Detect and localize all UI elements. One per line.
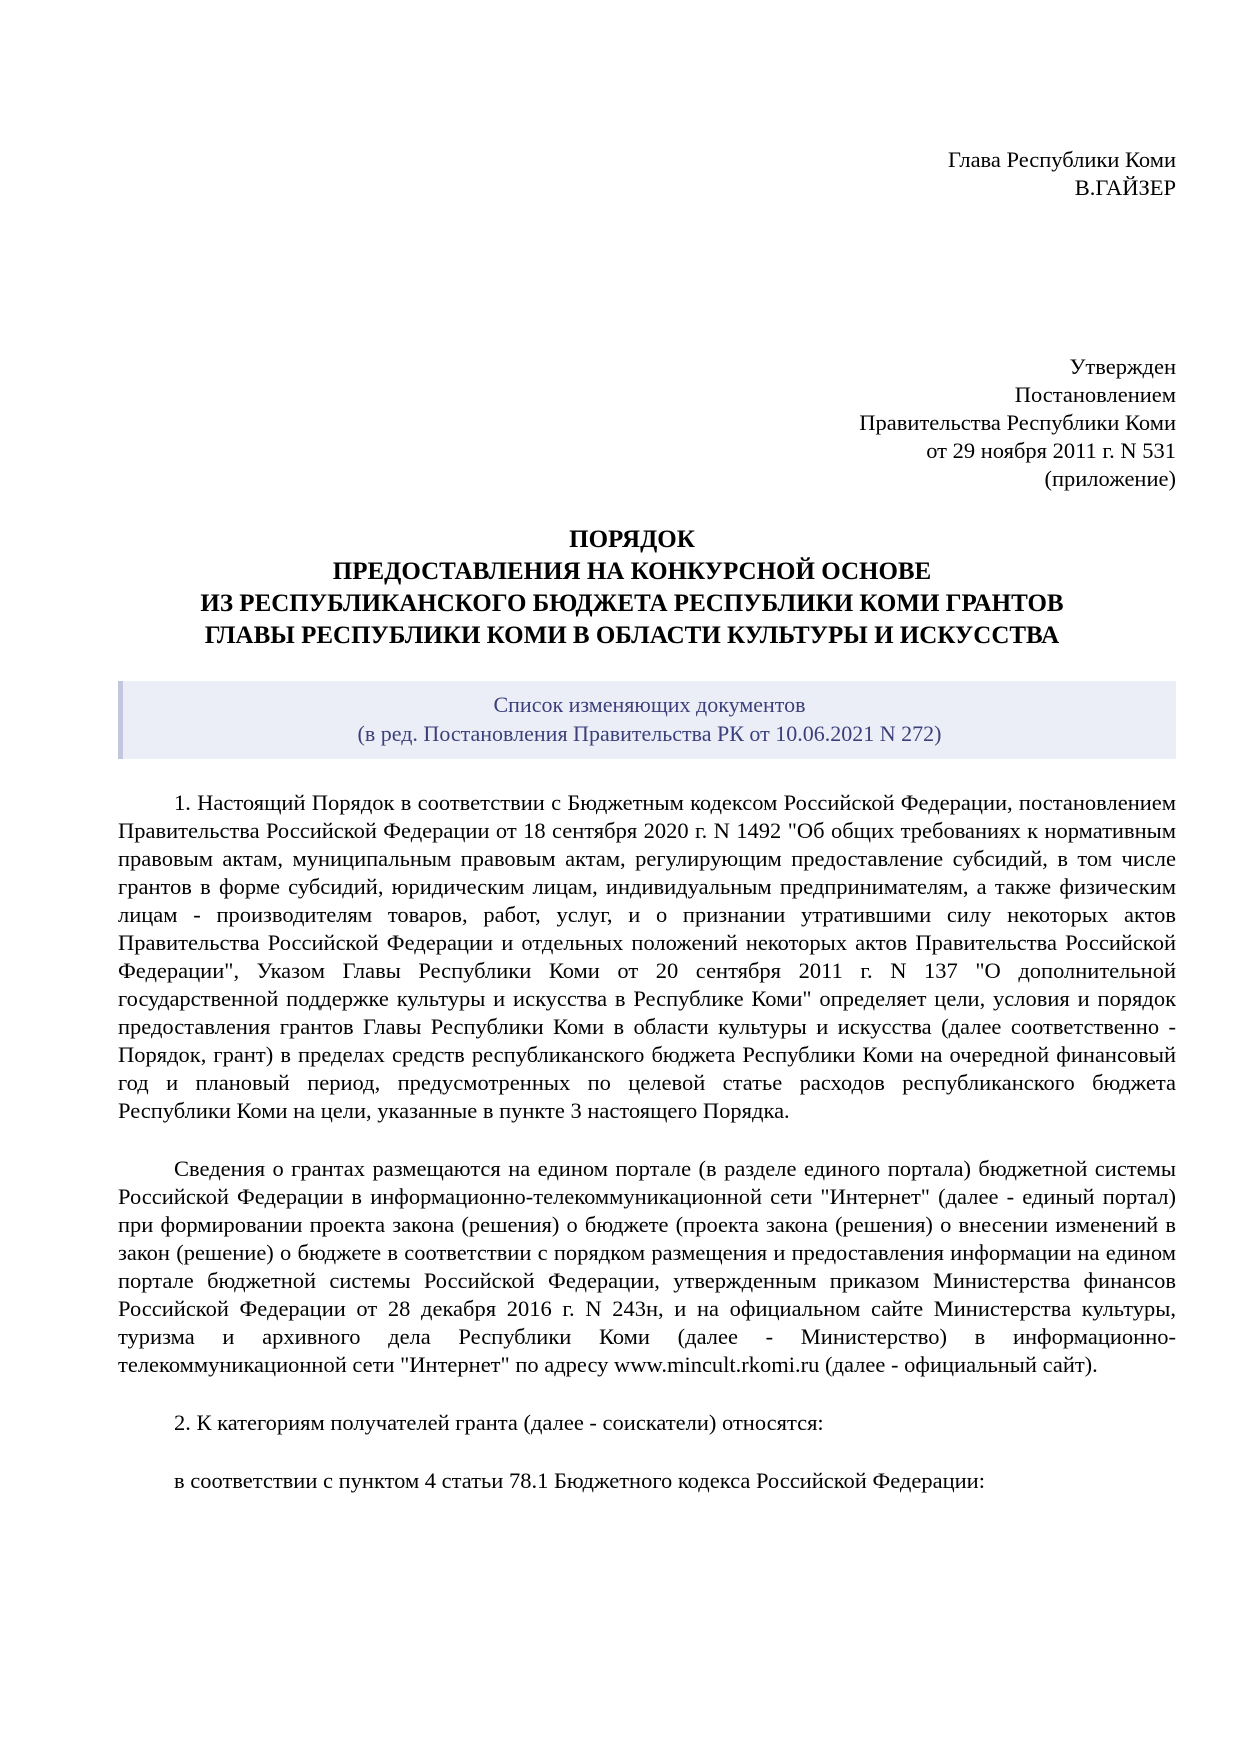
title-line: ИЗ РЕСПУБЛИКАНСКОГО БЮДЖЕТА РЕСПУБЛИКИ КОМИ ГРАНТОВ	[200, 590, 1064, 617]
title-line: ПРЕДОСТАВЛЕНИЯ НА КОНКУРСНОЙ ОСНОВЕ	[332, 558, 932, 585]
approval-line: Постановлением	[1014, 382, 1176, 407]
title-line: ПОРЯДОК	[569, 526, 695, 553]
signature-position: Глава Республики Коми	[948, 147, 1176, 172]
approval-stamp	[859, 353, 1176, 493]
document-title	[88, 524, 1176, 652]
approval-line: (приложение)	[1044, 466, 1176, 491]
document-body	[118, 789, 1176, 1525]
paragraph: Сведения о грантах размещаются на едином портале (в разделе единого портала) бюджетной системы Российской Федерации в информационно-телекоммуникационной сети "Интернет" (далее - единый портал) при формировании проекта закона (решения) о бюджете (проекта закона (решения) о внесении изменений в закон (решение) о бюджете в соответствии с порядком размещения и предоставления информации на едином портале бюджетной системы Российской Федерации, утвержденным приказом Министерства финансов Российской Федерации от 28 декабря 2016 г. N 243н, и на официальном сайте Министерства культуры, туризма и архивного дела Республики Коми (далее - Министерство) в информационно-телекоммуникационной сети "Интернет" по адресу www.mincult.rkomi.ru (далее - официальный сайт).	[118, 1156, 1176, 1377]
paragraph: 2. К категориям получателей гранта (далее - соискатели) относятся:	[174, 1410, 824, 1435]
amendments-heading: Список изменяющих документов	[493, 692, 806, 717]
signature-name: В.ГАЙЗЕР	[1074, 175, 1176, 200]
amendments-reference: (в ред. Постановления Правительства РК от 10.06.2021 N 272)	[357, 721, 942, 746]
approval-line: Правительства Республики Коми	[859, 410, 1176, 435]
signature-block	[948, 146, 1176, 202]
approval-line: Утвержден	[1069, 354, 1176, 379]
amendments-box	[118, 681, 1176, 759]
title-line: ГЛАВЫ РЕСПУБЛИКИ КОМИ В ОБЛАСТИ КУЛЬТУРЫ И ИСКУССТВА	[204, 622, 1060, 649]
approval-line: от 29 ноября 2011 г. N 531	[926, 438, 1176, 463]
paragraph: в соответствии с пунктом 4 статьи 78.1 Бюджетного кодекса Российской Федерации:	[174, 1468, 985, 1493]
paragraph: 1. Настоящий Порядок в соответствии с Бюджетным кодексом Российской Федерации, постановлением Правительства Российской Федерации от 18 сентября 2020 г. N 1492 "Об общих требованиях к нормативным правовым актам, муниципальным правовым актам, регулирующим предоставление субсидий, в том числе грантов в форме субсидий, юридическим лицам, индивидуальным предпринимателям, а также физическим лицам - производителям товаров, работ, услуг, и о признании утратившими силу некоторых актов Правительства Российской Федерации и отдельных положений некоторых актов Правительства Российской Федерации", Указом Главы Республики Коми от 20 сентября 2011 г. N 137 "О дополнительной государственной поддержке культуры и искусства в Республике Коми" определяет цели, условия и порядок предоставления грантов Главы Республики Коми в области культуры и искусства (далее соответственно - Порядок, грант) в пределах средств республиканского бюджета Республики Коми на очередной финансовый год и плановый период, предусмотренных по целевой статье расходов республиканского бюджета Республики Коми на цели, указанные в пункте 3 настоящего Порядка.	[118, 790, 1176, 1123]
